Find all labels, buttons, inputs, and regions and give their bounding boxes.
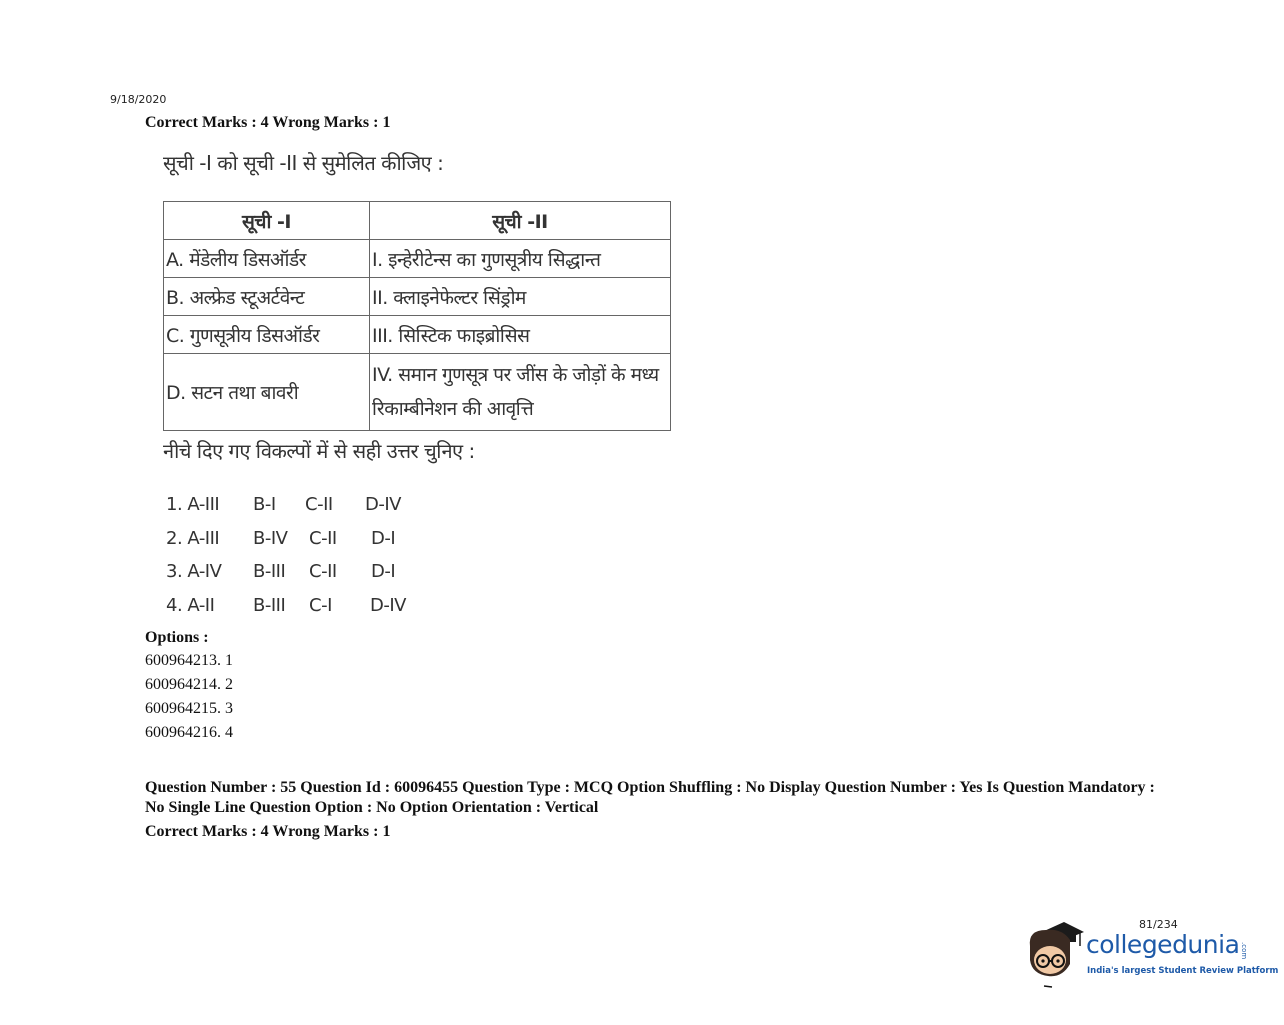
option-item: 600964215. 3 (145, 700, 233, 717)
table-cell: II. क्लाइनेफेल्टर सिंड्रोम (370, 278, 671, 316)
table-cell: A. मेंडेलीय डिसऑर्डर (164, 240, 370, 278)
choice-c: C-II (305, 494, 333, 515)
question-instruction: सूची -I को सूची -II से सुमेलित कीजिए : (163, 151, 444, 175)
option-item: 600964216. 4 (145, 724, 233, 741)
choice-c: C-II (309, 561, 337, 582)
table-header-list-2: सूची -II (370, 202, 671, 240)
table-cell: C. गुणसूत्रीय डिसऑर्डर (164, 316, 370, 354)
table-cell: I. इन्हेरीटेन्स का गुणसूत्रीय सिद्धान्त (370, 240, 671, 278)
table-row (164, 354, 671, 431)
matching-table (163, 201, 671, 431)
choice-d: D-I (371, 561, 396, 582)
table-row (164, 240, 671, 278)
option-item: 600964214. 2 (145, 676, 233, 693)
choice-a: 3. A-IV (166, 561, 222, 582)
brand-suffix: .com (1240, 942, 1248, 960)
choice-b: B-IV (253, 527, 288, 549)
choice-b: B-III (253, 561, 286, 582)
question-meta-text: Question Number : 55 Question Id : 60096455 Question Type : MCQ Option Shuffling : No Display Question Number : Yes Is Question Mandatory : No Single Line Question Option : No Option Orientation : Vertical (145, 779, 1155, 816)
page-number: 81/234 (1139, 918, 1178, 931)
option-item: 600964213. 1 (145, 652, 233, 669)
table-header-list-1: सूची -I (164, 202, 370, 240)
options-list (145, 652, 233, 748)
brand-logo-text: collegedunia (1086, 930, 1240, 959)
table-cell: III. सिस्टिक फाइब्रोसिस (370, 316, 671, 354)
print-date: 9/18/2020 (110, 93, 167, 106)
choice-c: C-I (309, 594, 332, 616)
table-row (164, 316, 671, 354)
marks-line: Correct Marks : 4 Wrong Marks : 1 (145, 823, 391, 840)
options-heading: Options : (145, 629, 209, 646)
brand-tagline: India's largest Student Review Platform (1087, 966, 1279, 976)
choice-d: D-IV (370, 594, 406, 616)
choice-c: C-II (309, 527, 337, 549)
table-row (164, 278, 671, 316)
table-cell: D. सटन तथा बावरी (164, 354, 370, 431)
choice-b: B-I (253, 494, 276, 515)
choice-a: 4. A-II (166, 594, 215, 616)
choose-instruction: नीचे दिए गए विकल्पों में से सही उत्तर चुनिए : (163, 439, 475, 463)
next-question-meta (145, 778, 1155, 842)
choice-d: D-IV (365, 494, 401, 515)
choice-a: 1. A-III (166, 494, 220, 515)
table-cell: B. अल्फ्रेड स्टूअर्टवेन्ट (164, 278, 370, 316)
table-cell: IV. समान गुणसूत्र पर जींस के जोड़ों के मध्य रिकाम्बीनेशन की आवृत्ति (370, 354, 671, 431)
choice-d: D-I (371, 527, 396, 549)
choice-b: B-III (253, 594, 286, 616)
marks-line: Correct Marks : 4 Wrong Marks : 1 (145, 114, 391, 131)
choice-a: 2. A-III (166, 527, 220, 549)
